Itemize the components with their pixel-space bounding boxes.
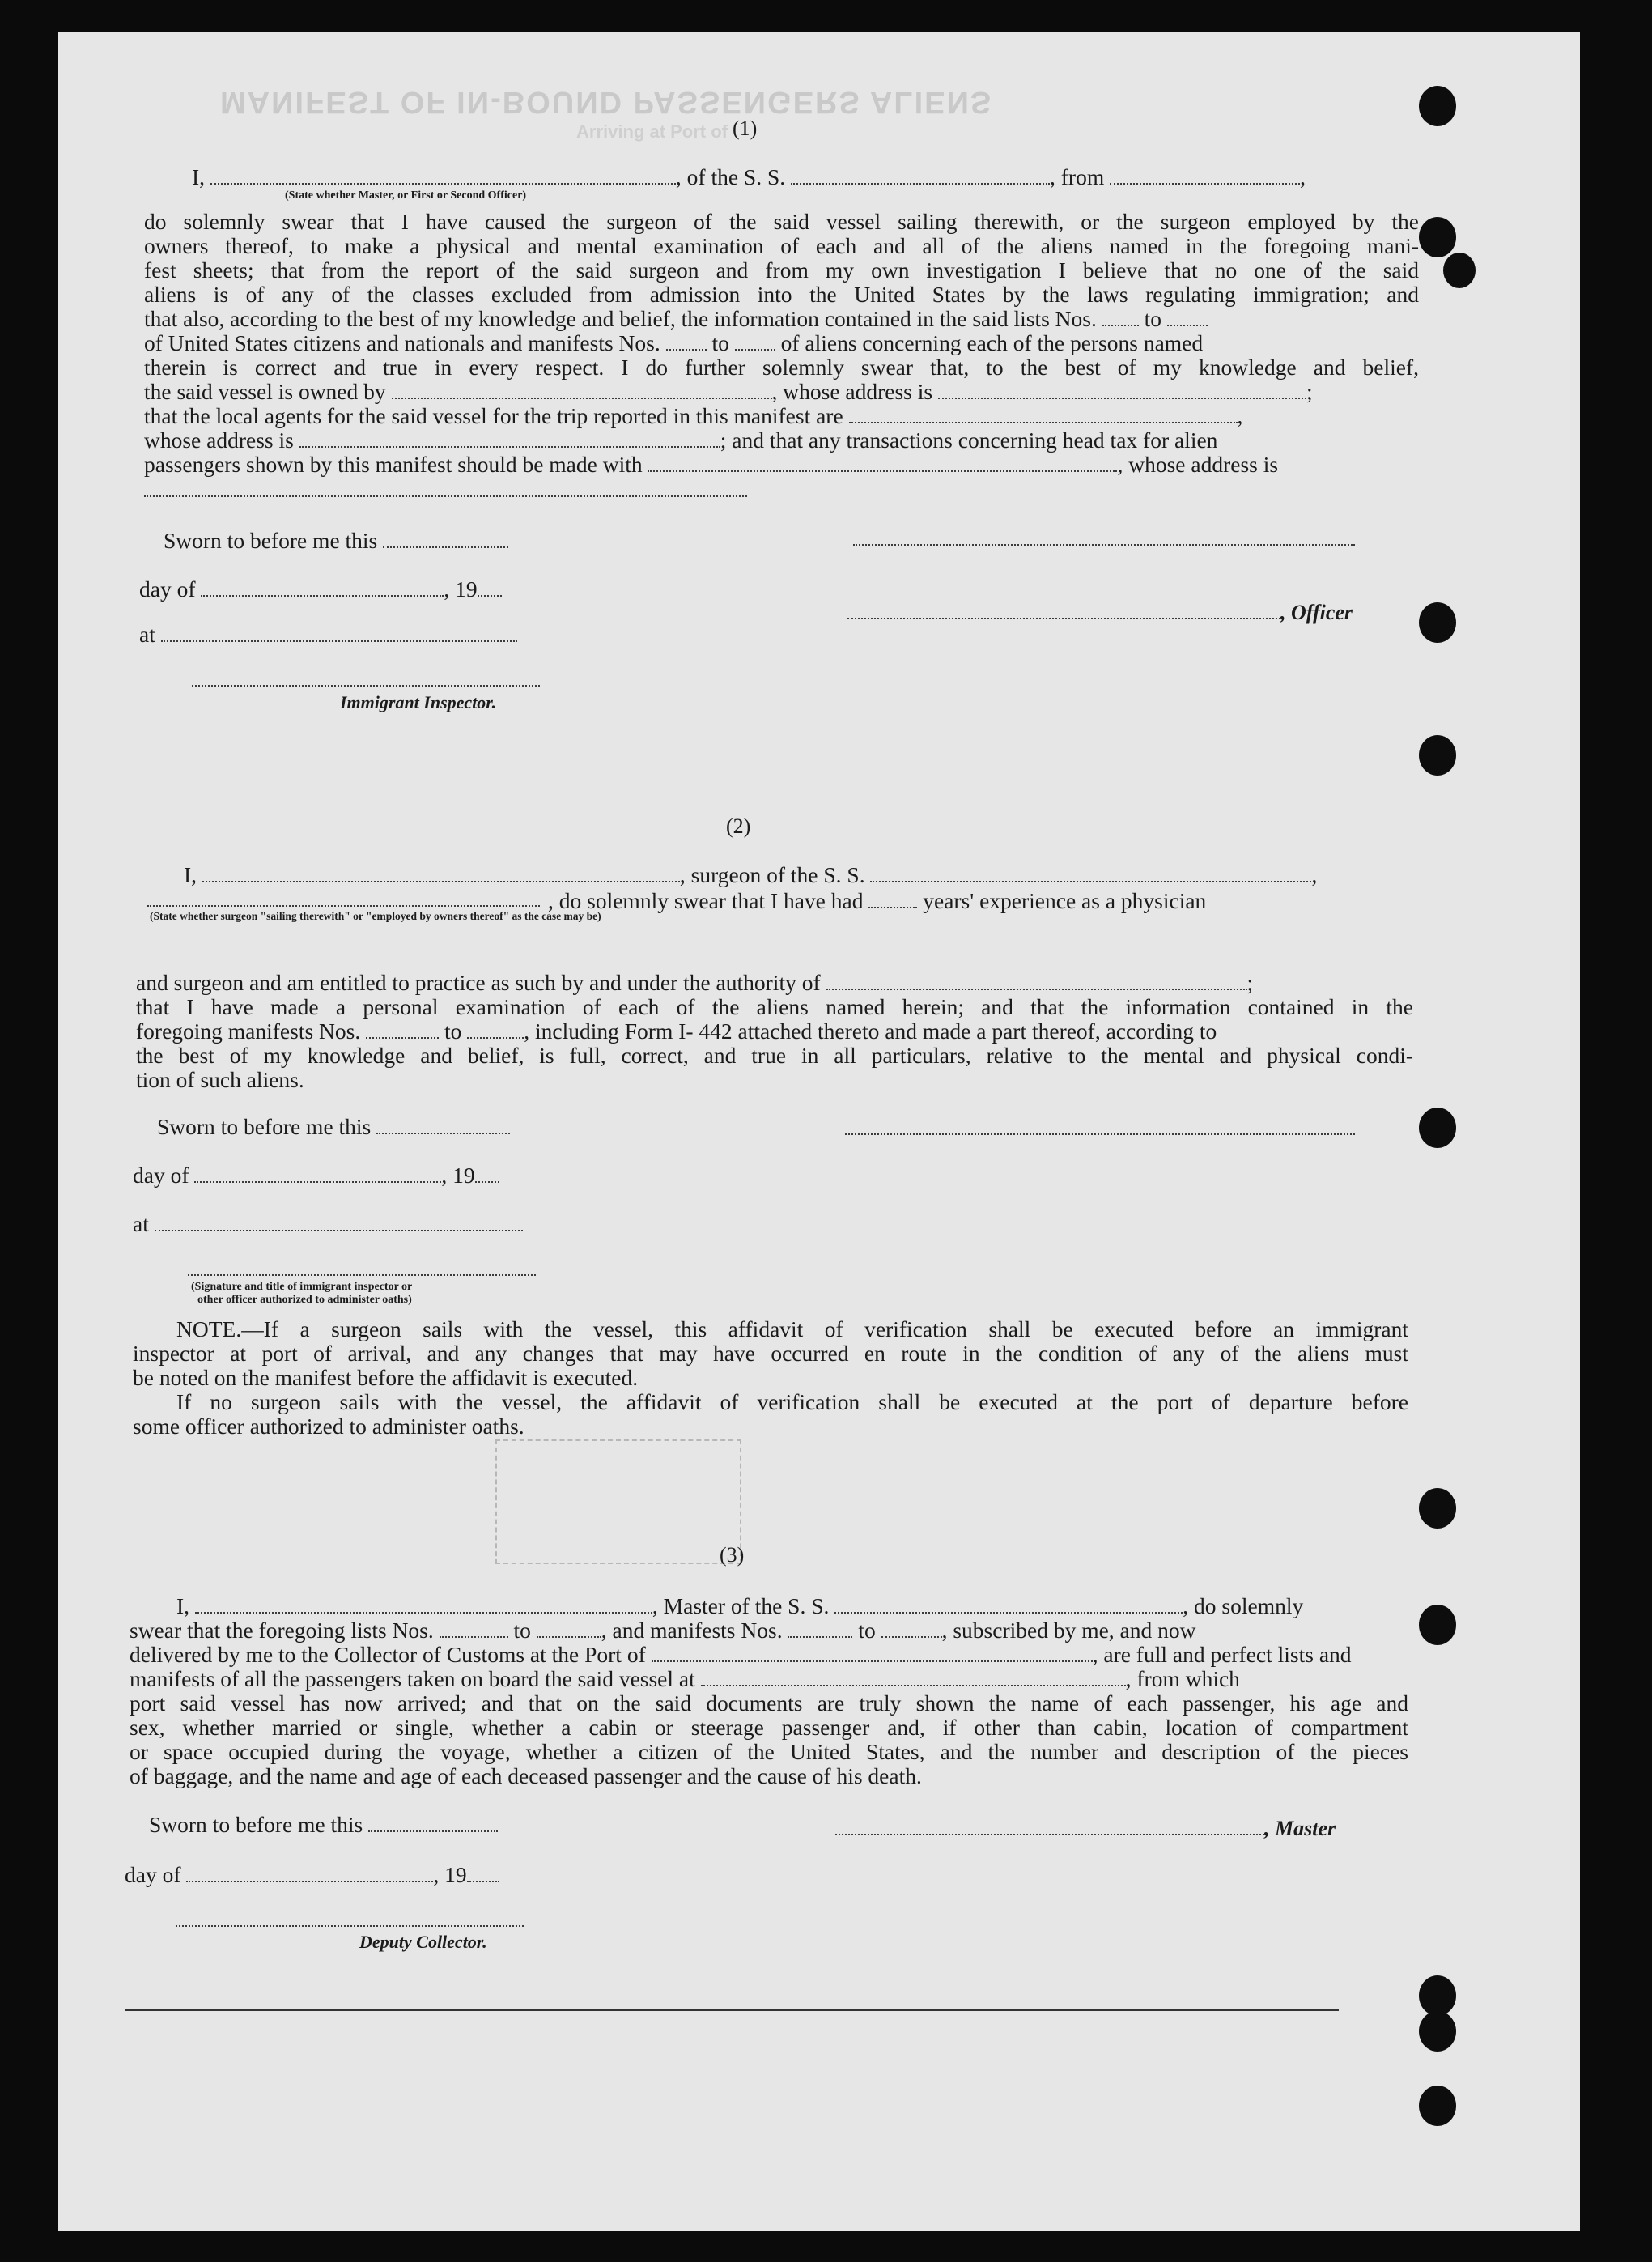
s3-manifest-to-field[interactable] xyxy=(881,1620,942,1638)
s1-line-8: therein is correct and true in every respect. I do further solemnly swear that, to the best of my knowledge and belief, xyxy=(144,355,1419,380)
note-line-2: inspector at port of arrival, and any changes that may have occurred en route in the condition of any of the aliens must xyxy=(133,1341,1408,1366)
s2-line-2: , do solemnly swear that I have had years' experience as a physician xyxy=(540,888,1206,913)
years-experience-field[interactable] xyxy=(868,891,917,908)
officer-signature-line-top[interactable] xyxy=(853,544,1355,546)
s1-place-field[interactable] xyxy=(161,624,517,642)
s3-line-3: delivered by me to the Collector of Customs at the Port of , are full and perfect lists and xyxy=(130,1642,1352,1667)
s3-line-6: sex, whether married or single, whether a cabin or steerage passenger and, if other than cabin, location of compartment xyxy=(130,1715,1408,1740)
bleed-through-heading: MANIFEST OF IN-BOUND PASSENGERS ALIENS xyxy=(220,85,993,119)
s2-inspector-signature-field[interactable] xyxy=(188,1274,536,1276)
s2-line-4: that I have made a personal examination of each of the aliens named herein; and that the information contained in the xyxy=(136,994,1413,1019)
s2-line-6: the best of my knowledge and belief, is full, correct, and true in all particulars, relative to the mental and physical condi- xyxy=(136,1043,1413,1068)
s1-line-9: the said vessel is owned by , whose address is ; xyxy=(144,379,1313,404)
note-line-5: some officer authorized to administer oaths. xyxy=(133,1414,524,1439)
punch-hole xyxy=(1419,217,1456,257)
s3-line-4: manifests of all the passengers taken on board the said vessel at , from which xyxy=(130,1666,1240,1691)
vessel-owner-field[interactable] xyxy=(392,381,772,399)
bottom-rule xyxy=(125,2009,1339,2011)
agents-address-field[interactable] xyxy=(299,430,720,448)
vessel-name-field[interactable] xyxy=(791,167,1050,185)
s1-line-4: fest sheets; that from the report of the said surgeon and from my own investigation I believe that no one of the said xyxy=(144,257,1419,283)
punch-hole xyxy=(1419,86,1456,126)
punch-hole xyxy=(1419,1108,1456,1148)
surgeon-signature-field[interactable] xyxy=(845,1133,1355,1135)
s2-signature-label-2: other officer authorized to administer oaths) xyxy=(197,1294,412,1306)
manifest-affidavit-page xyxy=(58,32,1580,2231)
punch-hole xyxy=(1419,2011,1456,2052)
note-line-4: If no surgeon sails with the vessel, the affidavit of verification shall be executed at the port of departure before xyxy=(176,1389,1408,1414)
s3-list-to-field[interactable] xyxy=(537,1620,601,1638)
punch-hole xyxy=(1443,253,1476,288)
owner-address-field[interactable] xyxy=(938,381,1306,399)
s1-line-11: whose address is ; and that any transactions concerning head tax for alien xyxy=(144,427,1218,453)
s3-manifest-from-field[interactable] xyxy=(788,1620,852,1638)
s3-year-field[interactable] xyxy=(467,1864,499,1882)
citizen-list-to-field[interactable] xyxy=(1167,308,1208,326)
immigrant-inspector-label: Immigrant Inspector. xyxy=(340,692,497,712)
alien-manifest-to-field[interactable] xyxy=(735,333,775,351)
citizen-list-from-field[interactable] xyxy=(1102,308,1139,326)
s3-line-7: or space occupied during the voyage, whether a citizen of the United States, and the number and description of the pieces xyxy=(130,1739,1408,1764)
s2-line-1: I, , surgeon of the S. S. , xyxy=(184,862,1318,887)
s2-sworn-line: Sworn to before me this xyxy=(157,1114,510,1139)
s3-line-5: port said vessel has now arrived; and that on the said documents are truly shown the name of each passenger, his age and xyxy=(130,1690,1408,1716)
local-agents-field[interactable] xyxy=(849,406,1238,423)
deputy-collector-label: Deputy Collector. xyxy=(359,1932,487,1952)
s1-line-12: passengers shown by this manifest should be made with , whose address is xyxy=(144,452,1279,477)
bleed-through-subheading: Arriving at Port of xyxy=(576,121,728,142)
s3-line-2: swear that the foregoing lists Nos. to , and manifests Nos. to , subscribed by me, and now xyxy=(130,1618,1196,1643)
s2-vessel-name-field[interactable] xyxy=(870,865,1311,882)
s1-sworn-date-field[interactable] xyxy=(383,530,508,548)
surgeon-status-line[interactable] xyxy=(147,905,540,907)
master-signature-field[interactable] xyxy=(835,1818,1264,1835)
s1-month-field[interactable] xyxy=(201,579,444,597)
faded-stamp xyxy=(495,1439,741,1564)
practice-authority-field[interactable] xyxy=(826,972,1247,990)
punch-hole xyxy=(1419,1488,1456,1529)
surgeon-field-label: (State whether surgeon "sailing therewith" or "employed by owners thereof" as the case may be) xyxy=(150,910,601,922)
s1-line-5: aliens is of any of the classes excluded from admission into the United States by the laws regulating immigration; and xyxy=(144,282,1419,307)
s1-day-line: day of , 19 xyxy=(139,576,502,602)
s2-month-field[interactable] xyxy=(194,1165,441,1183)
s3-day-line: day of , 19 xyxy=(125,1862,499,1887)
alien-manifest-from-field[interactable] xyxy=(666,333,707,351)
s2-sworn-date-field[interactable] xyxy=(376,1116,510,1134)
s3-master-name-field[interactable] xyxy=(195,1596,652,1614)
punch-hole xyxy=(1419,2086,1456,2126)
s3-sworn-line: Sworn to before me this xyxy=(149,1812,498,1837)
s2-manifest-from-field[interactable] xyxy=(366,1021,439,1039)
punch-hole xyxy=(1419,1605,1456,1645)
s2-at-line: at xyxy=(133,1211,523,1236)
s3-line-8: of baggage, and the name and age of each deceased passenger and the cause of his death. xyxy=(130,1763,922,1788)
note-line-3: be noted on the manifest before the affidavit is executed. xyxy=(133,1365,639,1390)
boarding-port-field[interactable] xyxy=(701,1669,1126,1686)
s1-year-field[interactable] xyxy=(478,579,502,597)
s2-line-3: and surgeon and am entitled to practice as such by and under the authority of ; xyxy=(136,970,1254,995)
s1-line-10: that the local agents for the said vessel for the trip reported in this manifest are , xyxy=(144,403,1243,428)
section-3-number: (3) xyxy=(720,1543,745,1567)
master-field-label: (State whether Master, or First or Second Officer) xyxy=(285,189,527,202)
s2-line-5: foregoing manifests Nos. to , including Form I- 442 attached thereto and made a part thereof, according to xyxy=(136,1018,1217,1044)
departure-port-field[interactable] xyxy=(1110,167,1300,185)
note-line-1: NOTE.—If a surgeon sails with the vessel, this affidavit of verification shall be executed before an immigrant xyxy=(176,1316,1408,1341)
s3-vessel-name-field[interactable] xyxy=(834,1596,1183,1614)
s3-month-field[interactable] xyxy=(186,1864,433,1882)
collector-port-field[interactable] xyxy=(652,1644,1093,1662)
s3-line-1: I, , Master of the S. S. , do solemnly xyxy=(176,1593,1304,1618)
s3-master-line: , Master xyxy=(835,1815,1336,1841)
s1-sworn-line: Sworn to before me this xyxy=(164,528,508,553)
punch-hole xyxy=(1419,735,1456,776)
deputy-collector-signature-field[interactable] xyxy=(176,1925,524,1927)
surgeon-name-field[interactable] xyxy=(202,865,680,882)
s1-line-7: of United States citizens and nationals and manifests Nos. to of aliens concerning each of the persons named xyxy=(144,330,1204,355)
officer-signature-field[interactable] xyxy=(847,602,1280,619)
s1-line-6: that also, according to the best of my knowledge and belief, the information contained in the said lists Nos. to xyxy=(144,306,1419,331)
s1-line-1: I, , of the S. S. , from , xyxy=(192,164,1306,189)
section-1-number: (1) xyxy=(733,117,758,140)
s2-day-line: day of , 19 xyxy=(133,1163,499,1188)
inspector-signature-field[interactable] xyxy=(192,685,540,687)
s1-line-3: owners thereof, to make a physical and mental examination of each and all of the aliens named in the foregoing mani- xyxy=(144,233,1419,258)
s2-place-field[interactable] xyxy=(155,1214,523,1231)
s2-manifest-to-field[interactable] xyxy=(467,1021,524,1039)
head-tax-contact-field[interactable] xyxy=(648,454,1117,472)
punch-hole xyxy=(1419,1975,1456,2016)
s2-line-7: tion of such aliens. xyxy=(136,1067,304,1092)
punch-hole xyxy=(1419,602,1456,643)
s1-line-2: do solemnly swear that I have caused the surgeon of the said vessel sailing therewith, or the surgeon employed by the xyxy=(144,209,1419,234)
surgeon-status-field[interactable] xyxy=(540,892,548,908)
s3-list-from-field[interactable] xyxy=(440,1620,508,1638)
s2-signature-label-1: (Signature and title of immigrant inspector or xyxy=(191,1281,413,1293)
s1-officer-line: , Officer xyxy=(847,599,1353,625)
master-name-field[interactable] xyxy=(210,167,676,185)
head-tax-address-field[interactable] xyxy=(144,495,747,497)
s1-at-line: at xyxy=(139,622,517,647)
s2-year-field[interactable] xyxy=(475,1165,499,1183)
s3-sworn-date-field[interactable] xyxy=(368,1814,498,1832)
section-2-number: (2) xyxy=(726,814,751,838)
